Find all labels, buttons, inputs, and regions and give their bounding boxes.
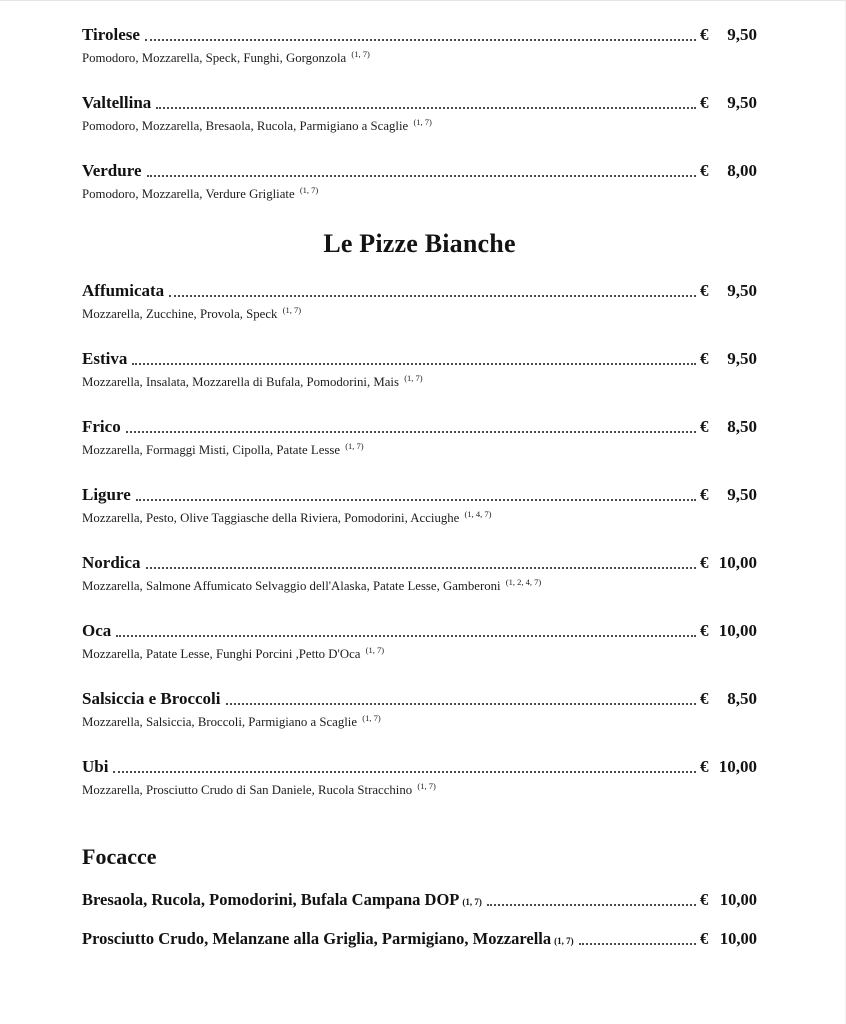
menu-item: [82, 349, 757, 390]
price-amount: 9,50: [727, 485, 757, 504]
section-items: [82, 25, 757, 202]
item-description-text: Pomodoro, Mozzarella, Verdure Grigliate: [82, 187, 295, 201]
item-name: Affumicata: [82, 281, 165, 300]
euro-symbol: €: [700, 93, 709, 112]
item-price: [700, 553, 757, 573]
item-description-text: Mozzarella, Formaggi Misti, Cipolla, Patate Lesse: [82, 443, 341, 457]
euro-symbol: €: [700, 929, 709, 948]
section-heading: Le Pizze Bianche: [323, 229, 516, 258]
menu-item-row: [82, 161, 757, 181]
item-description-allergens: (1, 7): [413, 116, 432, 127]
menu-item: [82, 689, 757, 730]
menu-section: [82, 25, 757, 202]
dot-leader: [132, 363, 696, 365]
item-description: [82, 184, 757, 202]
menu-item-row: [82, 553, 757, 573]
item-name: Salsiccia e Broccoli: [82, 689, 221, 708]
item-description: [82, 48, 757, 66]
section-items: [82, 890, 757, 949]
item-description-text: Mozzarella, Salsiccia, Broccoli, Parmigiano a Scaglie: [82, 715, 358, 729]
item-price: [700, 689, 757, 709]
menu-item: [82, 553, 757, 594]
price-amount: 8,50: [727, 689, 757, 708]
dot-leader: [147, 175, 697, 177]
menu-item: [82, 93, 757, 134]
item-description: [82, 440, 757, 458]
item-description-allergens: (1, 7): [365, 644, 385, 655]
price-amount: 10,00: [718, 621, 757, 640]
item-name: Estiva: [82, 349, 128, 368]
item-name: Valtellina: [82, 93, 152, 112]
menu-item-row: Prosciutto Crudo, Melanzane alla Griglia, Parmigiano, Mozzarella (1, 7) € 10,00: [82, 929, 757, 948]
item-description-allergens: (1, 4, 7): [464, 508, 492, 519]
item-name: Nordica: [82, 553, 141, 572]
item-description: [82, 780, 757, 798]
item-description: [82, 372, 757, 390]
menu-item: [82, 25, 757, 66]
item-description-text: Mozzarella, Insalata, Mozzarella di Bufala, Pomodorini, Mais: [82, 375, 399, 389]
dot-leader: [146, 567, 696, 569]
item-price: [700, 485, 757, 505]
section-heading: Focacce: [82, 844, 157, 869]
item-name: Tirolese: [82, 25, 140, 44]
menu-sections: [82, 25, 757, 949]
menu-section: [82, 229, 757, 798]
menu-section: [82, 844, 757, 949]
item-description: [82, 304, 757, 322]
price-amount: 10,00: [718, 553, 757, 572]
item-price: [700, 281, 757, 301]
menu-item: [82, 161, 757, 202]
item-description-allergens: (1, 7): [404, 372, 423, 383]
menu-item: [82, 417, 757, 458]
item-price: [700, 757, 757, 777]
menu-item-row: [82, 485, 757, 505]
item-name: Oca: [82, 621, 112, 640]
dot-leader: [579, 943, 696, 945]
item-name: Verdure: [82, 161, 142, 180]
item-name: Ubi: [82, 757, 109, 776]
dot-leader: [113, 771, 696, 773]
item-description-text: Pomodoro, Mozzarella, Bresaola, Rucola, Parmigiano a Scaglie: [82, 119, 409, 133]
item-description-text: Mozzarella, Prosciutto Crudo di San Daniele, Rucola Stracchino: [82, 783, 413, 797]
item-description-allergens: (1, 7): [345, 440, 364, 451]
menu-item-row: [82, 757, 757, 777]
item-description-allergens: (1, 7): [299, 184, 319, 195]
price-amount: 9,50: [727, 281, 757, 300]
item-name: Ligure: [82, 485, 131, 504]
price-amount: 9,50: [727, 349, 757, 368]
menu-item: [82, 621, 757, 662]
item-name: Bresaola, Rucola, Pomodorini, Bufala Campana DOP: [82, 890, 460, 909]
dot-leader: [145, 39, 696, 41]
item-description: [82, 644, 757, 662]
menu-item: [82, 757, 757, 798]
item-description-allergens: (1, 2, 4, 7): [505, 576, 542, 587]
item-price: [700, 890, 757, 910]
euro-symbol: €: [700, 349, 709, 368]
menu-item: [82, 890, 757, 910]
menu-item-row: [82, 281, 757, 301]
item-description: [82, 576, 757, 594]
menu-item-row: [82, 25, 757, 45]
dot-leader: [116, 635, 696, 637]
item-description-allergens: (1, 7): [362, 712, 381, 723]
euro-symbol: €: [700, 890, 709, 909]
menu-item-row: [82, 621, 757, 641]
menu-item-row: [82, 93, 757, 113]
item-price: [700, 621, 757, 641]
menu-item: [82, 281, 757, 322]
euro-symbol: €: [700, 689, 709, 708]
menu-item: [82, 929, 757, 949]
euro-symbol: €: [700, 161, 709, 180]
euro-symbol: €: [700, 281, 709, 300]
price-amount: 9,50: [727, 93, 757, 112]
item-name: Prosciutto Crudo, Melanzane alla Griglia, Parmigiano, Mozzarella: [82, 929, 552, 948]
item-description: [82, 116, 757, 134]
euro-symbol: €: [700, 553, 709, 572]
item-description-text: Mozzarella, Patate Lesse, Funghi Porcini ,Petto D'Oca: [82, 647, 361, 661]
euro-symbol: €: [700, 757, 709, 776]
menu-item-row: Bresaola, Rucola, Pomodorini, Bufala Campana DOP (1, 7) € 10,00: [82, 890, 757, 909]
item-price: [700, 93, 757, 113]
item-description-text: Mozzarella, Zucchine, Provola, Speck: [82, 307, 278, 321]
dot-leader: [126, 431, 696, 433]
price-amount: 8,00: [727, 161, 757, 180]
price-amount: 10,00: [719, 890, 757, 909]
dot-leader: [156, 107, 696, 109]
dot-leader: [487, 904, 696, 906]
dot-leader: [226, 703, 697, 705]
dot-leader: [169, 295, 696, 297]
item-description: [82, 712, 757, 730]
price-amount: 8,50: [727, 417, 757, 436]
item-description-allergens: (1, 7): [351, 48, 370, 59]
menu-item-row: [82, 417, 757, 437]
euro-symbol: €: [700, 25, 709, 44]
item-description: [82, 508, 757, 526]
item-price: [700, 161, 757, 181]
item-price: [700, 929, 757, 949]
price-amount: 9,50: [727, 25, 757, 44]
item-description-text: Pomodoro, Mozzarella, Speck, Funghi, Gorgonzola: [82, 51, 347, 65]
item-name: Frico: [82, 417, 121, 436]
item-price: [700, 417, 757, 437]
item-price: [700, 349, 757, 369]
item-description-allergens: (1, 7): [282, 304, 302, 315]
price-amount: 10,00: [719, 929, 757, 948]
euro-symbol: €: [700, 485, 709, 504]
section-items: [82, 281, 757, 798]
euro-symbol: €: [700, 417, 709, 436]
item-description-text: Mozzarella, Pesto, Olive Taggiasche della Riviera, Pomodorini, Acciughe: [82, 511, 460, 525]
dot-leader: [136, 499, 696, 501]
menu-item: [82, 485, 757, 526]
item-price: [700, 25, 757, 45]
price-amount: 10,00: [718, 757, 757, 776]
item-description-allergens: (1, 7): [417, 780, 436, 791]
menu-item-row: [82, 689, 757, 709]
euro-symbol: €: [700, 621, 709, 640]
item-description-text: Mozzarella, Salmone Affumicato Selvaggio dell'Alaska, Patate Lesse, Gamberoni: [82, 579, 501, 593]
menu-item-row: [82, 349, 757, 369]
